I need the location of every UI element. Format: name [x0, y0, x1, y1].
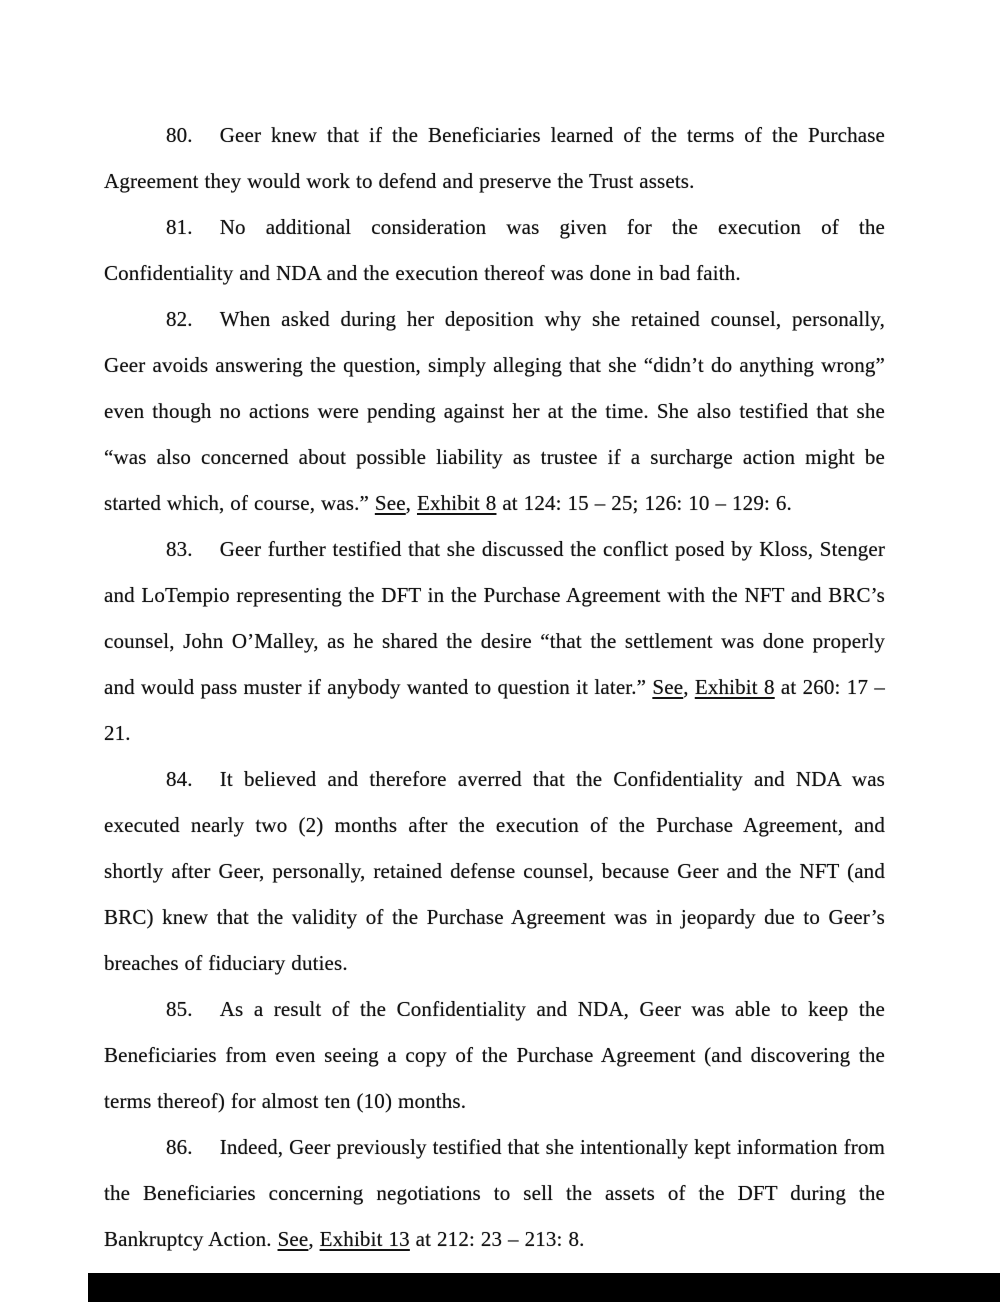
citation-reference: See [374, 491, 406, 515]
paragraph-84 [104, 756, 885, 986]
paragraph-number: 82. [166, 307, 193, 331]
paragraph-text: It believed and therefore averred that the Confidentiality and NDA was executed nearly two (2) months after the execution of the Purchase Agreement, and shortly after Geer, personally, retained defense counsel, because Geer and the NFT (and BRC) knew that the validity of the Purchase Agreement was in jeopardy due to Geer’s breaches of fiduciary duties. [104, 767, 885, 975]
paragraph-86 [104, 1124, 885, 1262]
paragraph-82 [104, 296, 885, 526]
citation-reference: Exhibit 13 [319, 1227, 410, 1251]
citation-reference: Exhibit 8 [694, 675, 775, 699]
paragraph-number: 86. [166, 1135, 193, 1159]
paragraph-text: at 212: 23 – 213: 8. [409, 1227, 585, 1251]
paragraph-number: 80. [166, 123, 193, 147]
paragraph-text: Geer further testified that she discussed the conflict posed by Kloss, Stenger and LoTempio representing the DFT in the Purchase Agreement with the NFT and BRC’s counsel, John O’Malley, as he shared the desire “that the settlement was done properly and would pass muster if anybody wanted to question it later.” [104, 537, 885, 699]
paragraph-text: at 260: 17 – 21. [104, 675, 885, 745]
paragraph-text: , [405, 491, 417, 515]
document-body [104, 112, 885, 1262]
citation-reference: See [277, 1227, 309, 1251]
paragraph-text: When asked during her deposition why she retained counsel, personally, Geer avoids answering the question, simply alleging that she “didn’t do anything wrong” even though no actions were pending against her at the time. She also testified that she “was also concerned about possible liability as trustee if a surcharge action might be started which, of course, was.” [104, 307, 885, 515]
paragraph-text: , [683, 675, 695, 699]
paragraph-text: As a result of the Confidentiality and NDA, Geer was able to keep the Beneficiaries from even seeing a copy of the Purchase Agreement (and discovering the terms thereof) for almost ten (10) months. [104, 997, 885, 1113]
paragraph-text: No additional consideration was given for the execution of the Confidentiality and NDA and the execution thereof was done in bad faith. [104, 215, 885, 285]
paragraph-number: 85. [166, 997, 193, 1021]
paragraph-83 [104, 526, 885, 756]
paragraph-number: 83. [166, 537, 193, 561]
citation-reference: See [652, 675, 684, 699]
paragraph-text: Indeed, Geer previously testified that she intentionally kept information from the Beneficiaries concerning negotiations to sell the assets of the DFT during the Bankruptcy Action. [104, 1135, 885, 1251]
paragraph-85 [104, 986, 885, 1124]
citation-reference: Exhibit 8 [416, 491, 497, 515]
paragraph-number: 81. [166, 215, 193, 239]
paragraph-80 [104, 112, 885, 204]
scan-artifact-bar [88, 1273, 1000, 1302]
paragraph-text: Geer knew that if the Beneficiaries learned of the terms of the Purchase Agreement they would work to defend and preserve the Trust assets. [104, 123, 885, 193]
paragraph-text: at 124: 15 – 25; 126: 10 – 129: 6. [496, 491, 792, 515]
paragraph-81 [104, 204, 885, 296]
paragraph-text: , [308, 1227, 320, 1251]
paragraph-number: 84. [166, 767, 193, 791]
